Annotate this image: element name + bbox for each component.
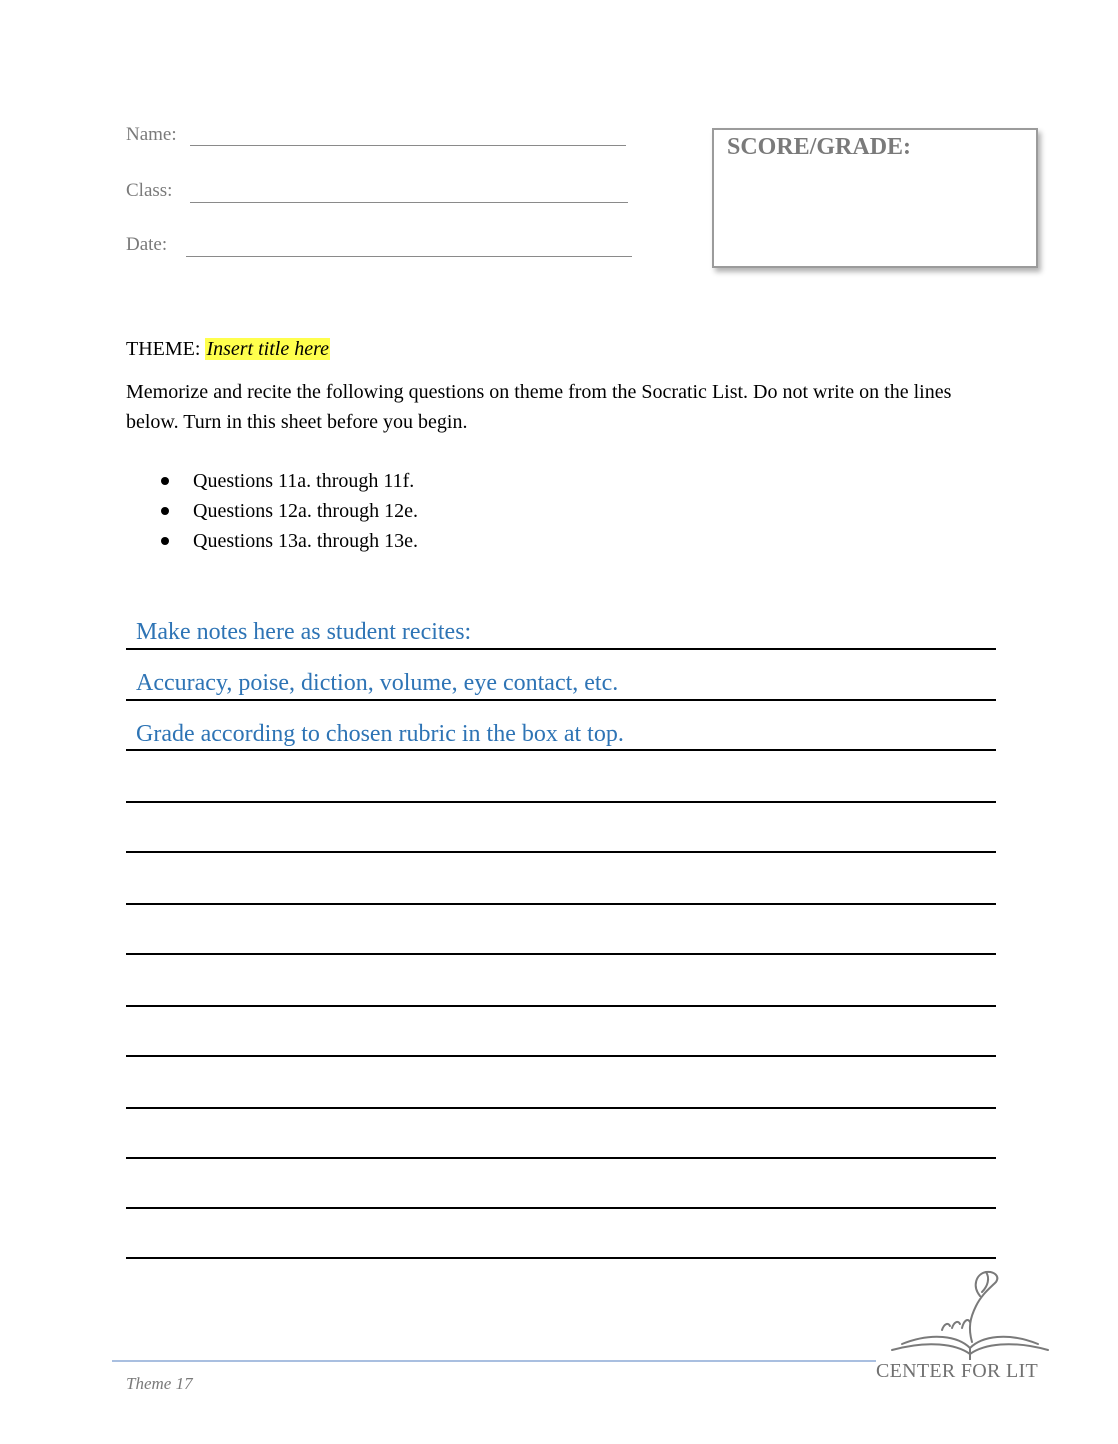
- date-label: Date:: [126, 234, 168, 255]
- question-text: Questions 13a. through 13e.: [193, 530, 418, 552]
- theme-title-highlight: Insert title here: [206, 338, 329, 360]
- class-label: Class:: [126, 180, 173, 201]
- writing-line[interactable]: [126, 953, 996, 955]
- question-text: Questions 12a. through 12e.: [193, 500, 418, 522]
- score-grade-box[interactable]: [712, 128, 1038, 268]
- note-line-3: Grade according to chosen rubric in the box at top.: [136, 721, 624, 747]
- writing-line[interactable]: [126, 1055, 996, 1057]
- theme-line: [126, 338, 330, 361]
- list-item: [126, 466, 418, 496]
- writing-line[interactable]: [126, 1005, 996, 1007]
- writing-line[interactable]: [126, 903, 996, 905]
- list-item: [126, 526, 418, 556]
- date-field: [126, 234, 167, 256]
- writing-line[interactable]: [126, 699, 996, 701]
- footer-page-label: Theme 17: [126, 1374, 193, 1393]
- name-blank-line[interactable]: [190, 145, 626, 146]
- questions-list: [126, 466, 418, 556]
- date-blank-line[interactable]: [186, 256, 632, 257]
- bullet-icon: [161, 507, 169, 515]
- class-field: [126, 180, 172, 202]
- note-line-1: Make notes here as student recites:: [136, 619, 472, 645]
- class-blank-line[interactable]: [190, 202, 628, 203]
- footer-divider: [112, 1360, 876, 1362]
- bullet-icon: [161, 537, 169, 545]
- writing-line[interactable]: [126, 648, 996, 650]
- logo-text: CENTER FOR LIT: [876, 1360, 1038, 1382]
- instructions-paragraph: Memorize and recite the following questions on theme from the Socratic List. Do not write on the lines below. Turn in this sheet before you begin.: [126, 381, 952, 433]
- pelican-book-icon: [872, 1266, 1062, 1366]
- writing-line[interactable]: [126, 851, 996, 853]
- writing-line[interactable]: [126, 1257, 996, 1259]
- theme-label: THEME:: [126, 338, 201, 360]
- question-text: Questions 11a. through 11f.: [193, 470, 415, 492]
- writing-line[interactable]: [126, 749, 996, 751]
- writing-line[interactable]: [126, 1207, 996, 1209]
- note-line-2: Accuracy, poise, diction, volume, eye contact, etc.: [136, 670, 619, 696]
- name-label: Name:: [126, 124, 177, 145]
- name-field: [126, 124, 177, 146]
- writing-line[interactable]: [126, 1107, 996, 1109]
- bullet-icon: [161, 477, 169, 485]
- list-item: [126, 496, 418, 526]
- writing-line[interactable]: [126, 801, 996, 803]
- writing-line[interactable]: [126, 1157, 996, 1159]
- center-for-lit-logo: [872, 1266, 1062, 1386]
- score-grade-title: SCORE/GRADE:: [727, 134, 912, 160]
